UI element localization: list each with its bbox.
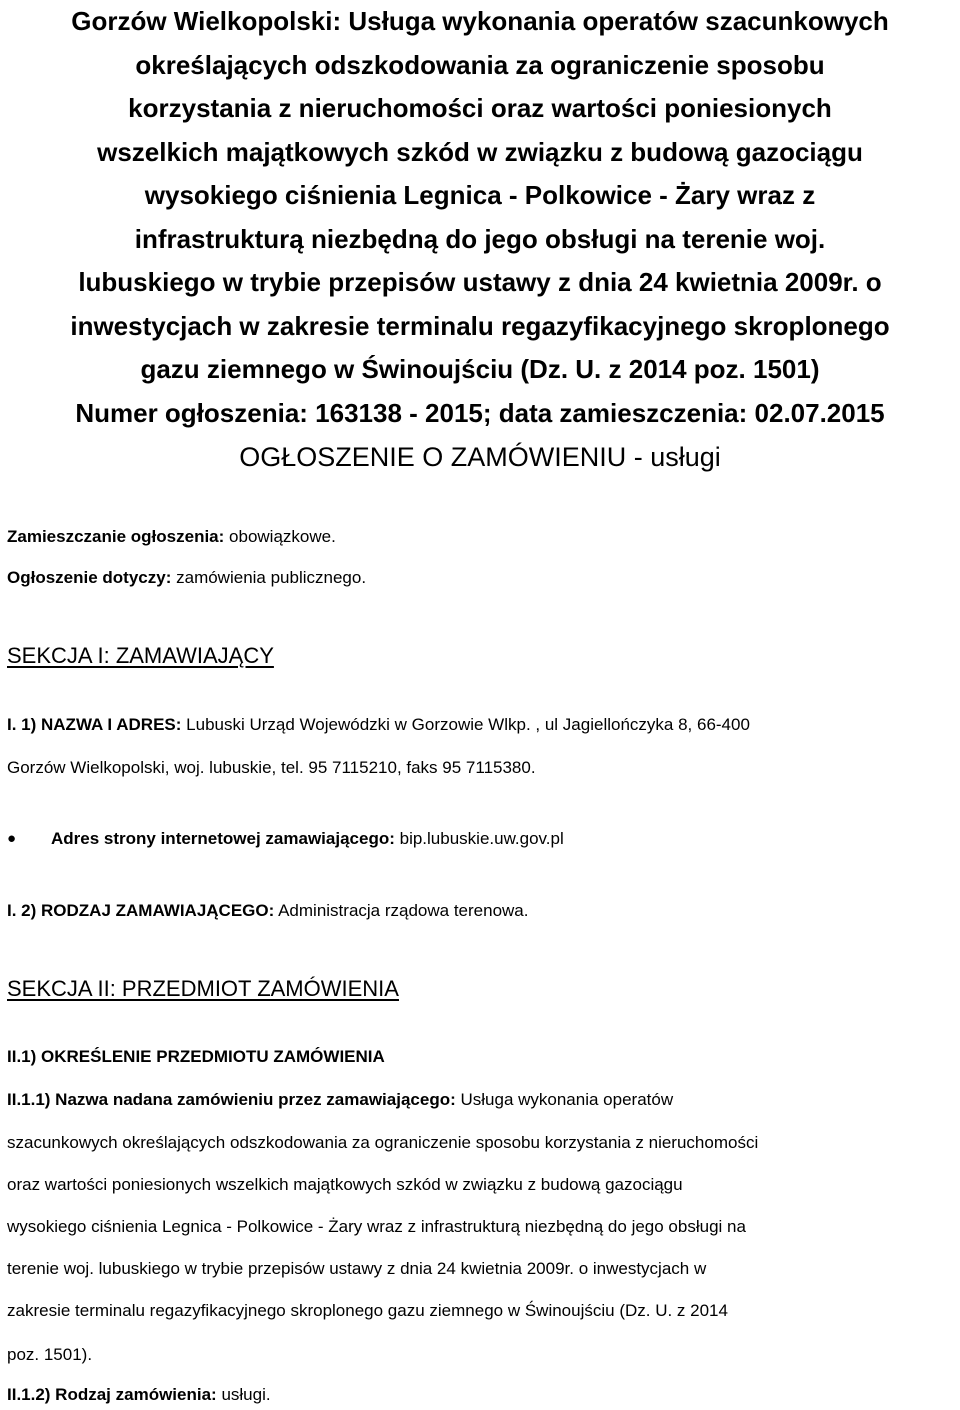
concerns-value: zamówienia publicznego.: [176, 568, 367, 587]
website-text: [51, 828, 564, 850]
title-line: wszelkich majątkowych szkód w związku z budową gazociągu: [97, 136, 863, 167]
page-title: [0, 0, 960, 435]
contracting-type-label: I. 2) RODZAJ ZAMAWIAJĄCEGO:: [7, 901, 275, 920]
concerns-label: Ogłoszenie dotyczy:: [7, 568, 172, 587]
contracting-name-label: I. 1) NAZWA I ADRES:: [7, 715, 182, 734]
title-line: infrastrukturą niezbędną do jego obsługi na terenie woj.: [134, 223, 826, 254]
website-label: Adres strony internetowej zamawiającego:: [51, 829, 395, 848]
contracting-name-row: [7, 714, 750, 736]
order-name-label: II.1.1) Nazwa nadana zamówieniu przez zamawiającego:: [7, 1090, 456, 1109]
order-kind-label: II.1.2) Rodzaj zamówienia:: [7, 1385, 217, 1404]
placement-label: Zamieszczanie ogłoszenia:: [7, 527, 225, 546]
title-line: wysokiego ciśnienia Legnica - Polkowice - Żary wraz z: [144, 180, 816, 210]
placement-row: [7, 526, 336, 548]
contracting-type-row: [7, 900, 529, 922]
title-line: lubuskiego w trybie przepisów ustawy z dnia 24 kwietnia 2009r. o: [78, 267, 882, 297]
concerns-row: [7, 567, 366, 589]
order-name-line: zakresie terminalu regazyfikacyjnego skroplonego gazu ziemnego w Świnoujściu (Dz. U. z 2014: [7, 1301, 728, 1320]
title-line: gazu ziemnego w Świnoujściu (Dz. U. z 2014 poz. 1501): [140, 354, 820, 384]
website-value: bip.lubuskie.uw.gov.pl: [399, 829, 564, 848]
order-kind-row: [7, 1384, 271, 1406]
order-name-line: poz. 1501).: [7, 1345, 93, 1364]
section-1-heading: SEKCJA I: ZAMAWIAJĄCY: [7, 643, 274, 668]
title-line: korzystania z nieruchomości oraz wartości poniesionych: [128, 93, 832, 123]
placement-value: obowiązkowe.: [229, 527, 336, 546]
order-name-row: [7, 1089, 673, 1111]
order-name-line: oraz wartości poniesionych wszelkich majątkowych szkód w związku z budową gazociągu: [7, 1175, 683, 1194]
contracting-address-row: Gorzów Wielkopolski, woj. lubuskie, tel. 95 7115210, faks 95 7115380.: [7, 758, 536, 777]
order-name-value: Usługa wykonania operatów: [460, 1090, 674, 1109]
order-name-line: szacunkowych określających odszkodowania za ograniczenie sposobu korzystania z nieruchomości: [7, 1133, 759, 1152]
contracting-type-value: Administracja rządowa terenowa.: [278, 901, 529, 920]
title-line: określających odszkodowania za ograniczenie sposobu: [135, 49, 825, 80]
order-name-line: wysokiego ciśnienia Legnica - Polkowice - Żary wraz z infrastrukturą niezbędną do jego obsługi na: [7, 1217, 746, 1236]
contracting-name-value: Lubuski Urząd Wojewódzki w Gorzowie Wlkp. , ul Jagiellończyka 8, 66-400: [186, 715, 750, 734]
notice-type-subtitle: OGŁOSZENIE O ZAMÓWIENIU - usługi: [239, 442, 721, 472]
announcement-number-line: Numer ogłoszenia: 163138 - 2015; data zamieszczenia: 02.07.2015: [75, 397, 885, 428]
bullet-icon: ●: [7, 830, 17, 847]
title-line: inwestycjach w zakresie terminalu regazyfikacyjnego skroplonego: [70, 310, 890, 341]
title-line: Gorzów Wielkopolski: Usługa wykonania operatów szacunkowych: [71, 6, 889, 36]
section-2-heading: SEKCJA II: PRZEDMIOT ZAMÓWIENIA: [7, 976, 399, 1001]
order-kind-value: usługi.: [221, 1385, 271, 1404]
section-2-subheading: II.1) OKREŚLENIE PRZEDMIOTU ZAMÓWIENIA: [7, 1047, 385, 1066]
order-name-line: terenie woj. lubuskiego w trybie przepisów ustawy z dnia 24 kwietnia 2009r. o inwestycjach w: [7, 1259, 707, 1278]
